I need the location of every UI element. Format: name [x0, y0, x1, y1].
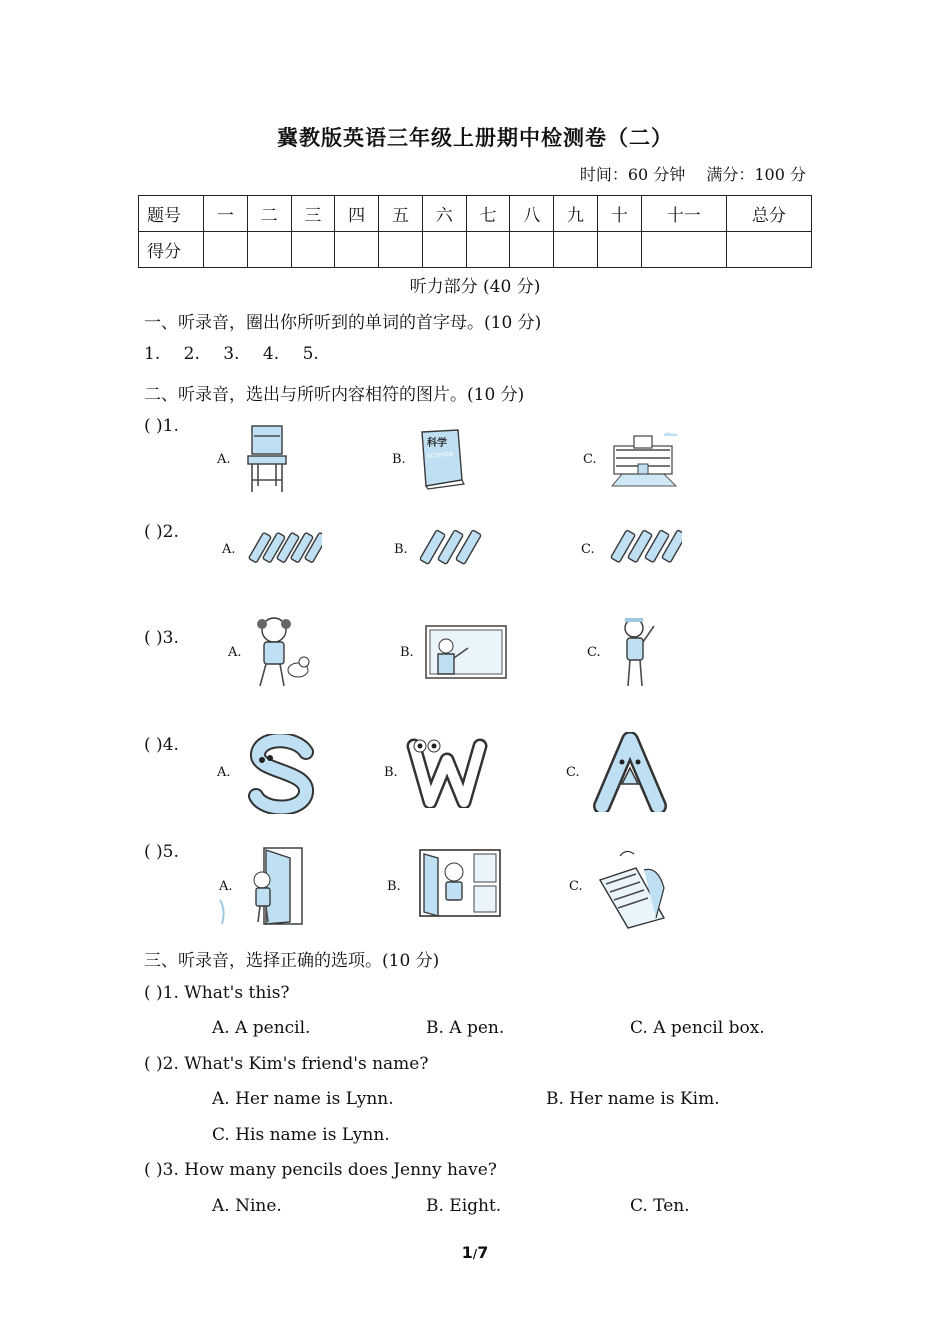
- choice-option[interactable]: A. Nine.: [212, 1196, 282, 1216]
- item-number: 5.: [302, 344, 319, 364]
- score-cell[interactable]: [466, 232, 510, 268]
- option-label: A.: [222, 542, 236, 557]
- school-building-picture[interactable]: [608, 430, 680, 488]
- letter-a-picture[interactable]: [592, 732, 668, 812]
- table-cell: 八: [510, 196, 554, 232]
- boy-waving-picture[interactable]: [614, 614, 662, 692]
- question-stem: ( )1. What's this?: [144, 983, 290, 1003]
- book-title: 科学: [427, 438, 447, 449]
- table-cell: 六: [422, 196, 466, 232]
- girl-with-dog-picture[interactable]: [250, 614, 312, 690]
- total-pages: 7: [477, 1243, 489, 1262]
- item-number: 1.: [144, 344, 161, 364]
- section1-items: [144, 344, 319, 364]
- section3-heading: 三、听录音，选择正确的选项。(10 分): [144, 951, 440, 971]
- table-cell: 三: [291, 196, 335, 232]
- table-cell: 五: [379, 196, 423, 232]
- score-cell[interactable]: [597, 232, 641, 268]
- score-table-score-row: [139, 232, 812, 268]
- table-cell: 七: [466, 196, 510, 232]
- exam-meta: [564, 162, 806, 185]
- score-cell[interactable]: [335, 232, 379, 268]
- table-cell: 四: [335, 196, 379, 232]
- score-table-header-row: [139, 196, 812, 232]
- science-book-picture[interactable]: [418, 428, 466, 490]
- current-page: 1: [461, 1243, 473, 1262]
- item-number: 4.: [262, 344, 280, 364]
- question-stem: ( )3. How many pencils does Jenny have?: [144, 1160, 497, 1180]
- page-separator: /: [472, 1247, 478, 1261]
- table-cell: 十: [597, 196, 641, 232]
- open-door-picture[interactable]: [214, 844, 328, 930]
- item-number: 2.: [183, 344, 200, 364]
- choice-option[interactable]: A. Her name is Lynn.: [212, 1089, 394, 1109]
- option-label: B.: [392, 452, 406, 467]
- score-table: [138, 195, 812, 268]
- question-bracket[interactable]: ( )1.: [144, 416, 179, 436]
- option-label: A.: [217, 452, 231, 467]
- section2-heading: 二、听录音，选出与所听内容相符的图片。(10 分): [144, 385, 525, 405]
- choice-option[interactable]: A. A pencil.: [212, 1018, 311, 1038]
- table-cell: 一: [204, 196, 248, 232]
- page-title: 冀教版英语三年级上册期中检测卷（二）: [277, 125, 673, 150]
- option-label: C.: [581, 542, 595, 557]
- choice-option[interactable]: B. Eight.: [426, 1196, 502, 1216]
- choice-option[interactable]: C. A pencil box.: [630, 1018, 765, 1038]
- four-crayons-picture[interactable]: [608, 524, 682, 572]
- score-cell[interactable]: [379, 232, 423, 268]
- table-cell: 题号: [139, 196, 204, 232]
- question-stem: ( )2. What's Kim's friend's name?: [144, 1054, 429, 1074]
- option-label: C.: [566, 765, 580, 780]
- score-cell[interactable]: [422, 232, 466, 268]
- option-label: A.: [219, 879, 233, 894]
- score-cell[interactable]: [247, 232, 291, 268]
- choice-option[interactable]: B. Her name is Kim.: [546, 1089, 720, 1109]
- option-label: B.: [394, 542, 408, 557]
- option-label: C.: [569, 879, 583, 894]
- open-book-picture[interactable]: [596, 846, 670, 930]
- option-label: C.: [587, 645, 601, 660]
- teacher-at-blackboard-picture[interactable]: [424, 624, 508, 682]
- page-number: [0, 1243, 950, 1262]
- letter-s-picture[interactable]: [246, 734, 320, 814]
- question-bracket[interactable]: ( )4.: [144, 735, 179, 755]
- choice-option[interactable]: B. A pen.: [426, 1018, 505, 1038]
- score-cell[interactable]: [641, 232, 726, 268]
- choice-option[interactable]: C. His name is Lynn.: [212, 1125, 390, 1145]
- choice-option[interactable]: C. Ten.: [630, 1196, 690, 1216]
- option-label: C.: [583, 452, 597, 467]
- table-cell: 九: [554, 196, 598, 232]
- item-number: 3.: [223, 344, 240, 364]
- chair-picture[interactable]: [244, 424, 290, 494]
- table-cell: 得分: [139, 232, 204, 268]
- option-label: A.: [228, 645, 242, 660]
- option-label: B.: [387, 879, 401, 894]
- full-score: 满分：100 分: [706, 165, 806, 184]
- listening-part-heading: 听力部分 (40 分): [409, 277, 541, 297]
- section1-heading: 一、听录音，圈出你所听到的单词的首字母。(10 分): [144, 313, 542, 333]
- question-bracket[interactable]: ( )2.: [144, 522, 179, 542]
- table-cell: 十一: [641, 196, 726, 232]
- score-cell[interactable]: [726, 232, 811, 268]
- letter-w-picture[interactable]: [406, 738, 488, 808]
- score-cell[interactable]: [510, 232, 554, 268]
- option-label: B.: [400, 645, 414, 660]
- score-cell[interactable]: [554, 232, 598, 268]
- three-crayons-picture[interactable]: [416, 522, 484, 572]
- score-cell[interactable]: [291, 232, 335, 268]
- question-bracket[interactable]: ( )5.: [144, 842, 179, 862]
- score-cell[interactable]: [204, 232, 248, 268]
- option-label: A.: [217, 765, 231, 780]
- open-window-picture[interactable]: [418, 846, 502, 920]
- book-subtitle: science: [426, 449, 454, 460]
- time-limit: 时间：60 分钟: [579, 165, 686, 184]
- table-cell: 二: [247, 196, 291, 232]
- question-bracket[interactable]: ( )3.: [144, 628, 179, 648]
- five-crayons-picture[interactable]: [244, 526, 322, 572]
- table-cell: 总分: [726, 196, 811, 232]
- option-label: B.: [384, 765, 398, 780]
